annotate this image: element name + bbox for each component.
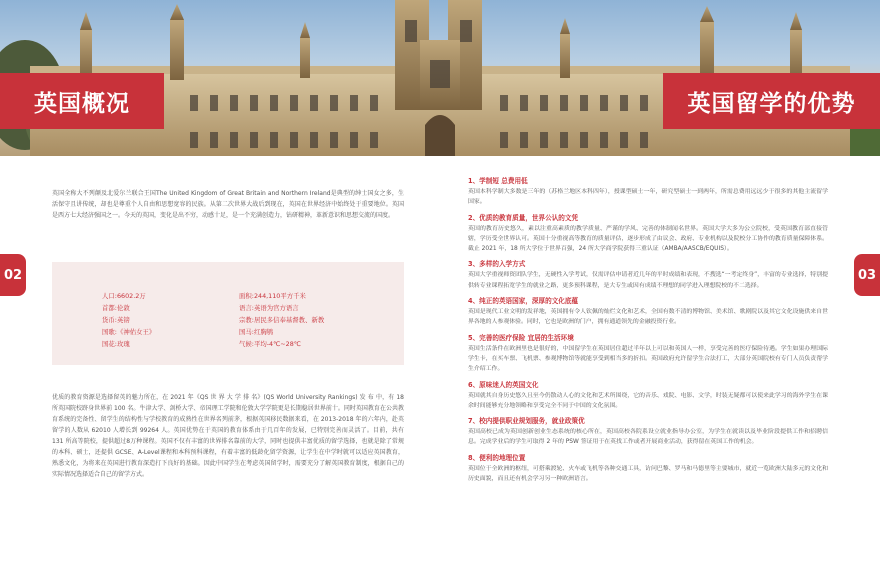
advantage-item (468, 213, 828, 255)
education-paragraph: 优质的教育资源是选择留英的魅力所在，在 2021 年《QS 世 界 大 学 排 名》(QS World University Rankings) 发 布 中，有 18 所英国院校跻身世界前 100 名。牛津大学、剑桥大学、帝国理工学院和伦敦大学学院更是长期稳居世界前十。同时英国教育在公共教育系统的完备性、留学生的结构性与学校教育的成熟性在世界名列前茅，根据英国移民数据来看，在 2013-2018 年的六年内，赴英留学的人数从 62010 人增长到 99264 人。英国优势在于英国的教育体系由于几百年的发展，已特别完善而灵活了。目前，共有 131 所高等院校，提供超过8万种课程。英国不仅有丰富的世界排名靠前的大学，同时也提供丰富优质的留学选择，也就是除了常规的本科、硕士，还提供 GCSE、A-Level课程和本科预科课程，有着丰富的低龄化留学资源，让学生在中学时就可以适应英国教育，熟悉文化，为将来在英国进行教育深造打下良好的基础。因此中国学生在考虑英国留学时，需要充分了解英国教育制度，根据自己的实际情况选择适合自己的留学方式。 (52, 394, 404, 478)
fact-climate: 气候:平均-4℃~28℃ (239, 340, 301, 348)
fact-area: 面积:244,110平方千米 (239, 292, 306, 300)
intro-paragraph: 英国全称大不列颠及北爱尔兰联合王国The United Kingdom of Great Britain and Northern Ireland是典型的绅士国女之多，生活保守且讲传统，却也是尊重个人自由和思想宽容的民族。从第二次世界大战后到现在，英国在世界经济中始终处于重要地位。英国是西方七大经济强国之一。今天的英国，变化是出不穷，动感十足，是一个充满创造力，钻研精神，革新意识和思想交流的国度。 (52, 190, 404, 219)
fact-language: 语言:英语为官方语言 (239, 304, 299, 312)
fact-religion: 宗教:居民多信奉基督教、新教 (239, 316, 325, 324)
advantages-list (468, 176, 828, 489)
advantage-title: 5、完善的医疗保险 宜居的生活环境 (468, 333, 574, 342)
advantage-body: 英国本科学制大多数是三年的（苏格兰地区本科四年），授课型硕士一年，研究型硕士一到两年，所需总费用远远少于很多的其他主流留学国家。 (468, 189, 828, 206)
advantage-body: 英国大学重视师资团队学生，无硬性入学考试，仅需评估申请者近几年的平时成绩和表现，不搜选“一考定终身”，丰富的专业选择，特别提供转专业课程拓宽学生的就业之路，更多预科课程，是大专生或因有成绩不理想的同学进入理想院校的不二选择。 (468, 272, 828, 289)
advantage-item (468, 416, 828, 448)
advantage-item (468, 380, 828, 412)
advantage-body: 英国的教育历史悠久，素以注重高素质的教学质量、严谨的学风、完善的体制闻名世界。英国大学大多为公立院校，受英国教育部直接管辖，学历受全世界认可。英国十分重视高等教育的质量评估，逐步形成了由议会、政府、专业机构以及院校分工协作的教育质量保障体系。截止 2021 年，18 所大学位于世界百强，24 所大学商学院获得三重认证（AMBA/AASCB/EQUIS）。 (468, 225, 828, 253)
fact-national-flower: 国花:玫瑰 (102, 340, 130, 348)
fact-anthem: 国歌:《神佑女王》 (102, 328, 156, 336)
fact-capital: 首都:伦敦 (102, 304, 130, 312)
advantage-title: 1、学制短 总费用低 (468, 177, 528, 185)
education-overview (52, 392, 404, 480)
advantage-title: 2、优质的教育质量，世界公认的文凭 (468, 213, 579, 222)
advantage-title: 4、纯正的英语国家，深厚的文化底蕴 (468, 297, 579, 306)
advantage-body: 英国位于全欧洲的枢纽，可搭乘渡轮、火车或飞机等各种交通工具，访问巴黎、罗马和马德里等主要城市，就近一览欧洲大陆多元的文化和历史面貌，而且还有机会学习另一种欧洲语言。 (468, 465, 828, 483)
fact-national-bird: 国马:红胸鸲 (239, 328, 274, 336)
advantage-title: 6、原味迷人的英国文化 (468, 380, 539, 389)
advantage-title: 7、校内提供职业规划服务，就业政策优 (468, 417, 585, 426)
fact-population: 人口:6602.2万 (102, 292, 146, 300)
fact-currency: 货币:英镑 (102, 316, 130, 324)
advantage-item (468, 176, 828, 208)
advantage-item (468, 259, 828, 291)
advantage-body: 英国就其自身历史悠久且至今仍散动人心的文化和艺术所围绕，它的音乐、戏院、电影、文学，时装无疑都可以使来此学习的海外学生在课余时间能够充分地领略和享受完全不同于中国的文化氛围。 (468, 392, 828, 409)
facts-grid (102, 292, 404, 348)
section-title-uk-overview: 英国概况 (0, 73, 164, 129)
advantage-title: 8、便利的地理位置 (468, 453, 526, 462)
advantage-item (468, 453, 828, 485)
advantage-item (468, 296, 828, 328)
advantage-title: 3、多样的入学方式 (468, 260, 526, 269)
advantage-body: 英国是现代工业文明的发祥地，英国拥有令人钦佩的灿烂文化和艺术，全国有数不清的博物馆、美术馆、歌剧院以及其它文化设施供来自世界各地的人参观体验。同时，它也是欧洲的门户，拥有通道领先的金融投资行业。 (468, 309, 828, 326)
advantage-item (468, 333, 828, 375)
facts-box (52, 262, 404, 365)
page-number-left: 02 (0, 254, 26, 296)
section-title-uk-study-advantages: 英国留学的优势 (663, 73, 880, 129)
advantage-body: 英国高校已成为英国创新创业生态系统的核心所在，英国高校各院系设立就业指导办公室，为学生在就读以及毕业阶段提供工作和招聘信息。完成学业后的学生可取得 2 年的 PSW 签证用于在英找工作或者开展商业活动，获得留在英国工作的机会。 (468, 429, 828, 446)
advantage-body: 英国生活条件在欧洲里也是很好的，中国留学生在英国居住超过半年以上可以和英国人一样，享受完善的医疗保险待遇。学生如果办理国际学生卡，在买车票、飞机票、参观博物馆等就能享受到相当多的折扣。英国政府允许留学生合法打工，大部分英国院校有专门人员负责帮学生介绍工作。 (468, 345, 828, 373)
overview-intro (52, 188, 404, 221)
page-number-right: 03 (854, 254, 880, 296)
